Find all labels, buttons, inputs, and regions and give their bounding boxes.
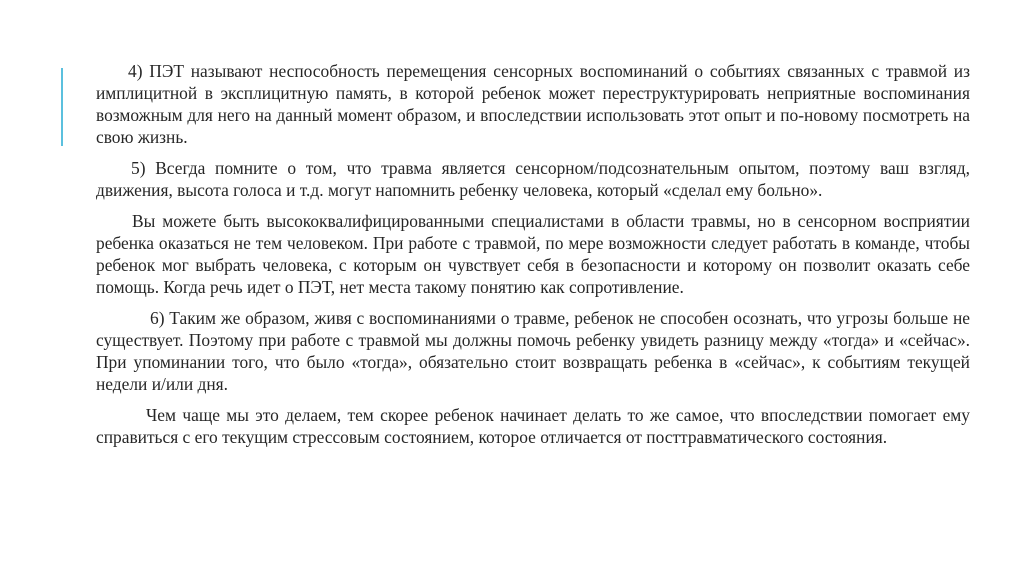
paragraph-team-work: Вы можете быть высококвалифицированными специалистами в области травмы, но в сенсорном восприятии ребенка оказаться не тем человеком. При работе с травмой, по мере возможности следует работать в команде, чтобы ребенок мог выбрать человека, с которым он чувствует себя в безопасности и которому он позволит оказать себе помощь. Когда речь идет о ПЭТ, нет места такому понятию как сопротивление.: [96, 211, 970, 297]
paragraph-item-4: 4) ПЭТ называют неспособность перемещения сенсорных воспоминаний о событиях связанных с травмой из имплицитной в эксплицитную память, в которой ребенок может переструктурировать неприятные воспоминания возможным для него на данный момент образом, и впоследствии использовать этот опыт и по-новому посмотреть на свою жизнь.: [96, 61, 970, 147]
accent-bar: [61, 68, 63, 146]
paragraph-conclusion: Чем чаще мы это делаем, тем скорее ребенок начинает делать то же самое, что впоследствии помогает ему справиться с его текущим стрессовым состоянием, которое отличается от посттравматического состояния.: [96, 405, 970, 447]
paragraph-item-6: 6) Таким же образом, живя с воспоминаниями о травме, ребенок не способен осознать, что угрозы больше не существует. Поэтому при работе с травмой мы должны помочь ребенку увидеть разницу между «тогда» и «сейчас». При упоминании того, что было «тогда», обязательно стоит возвращать ребенка в «сейчас», к событиям текущей недели и/или дня.: [96, 308, 970, 394]
slide-body: [96, 60, 970, 457]
paragraph-item-5: 5) Всегда помните о том, что травма является сенсорном/подсознательным опытом, поэтому ваш взгляд, движения, высота голоса и т.д. могут напомнить ребенку человека, который «сделал ему больно».: [96, 158, 970, 200]
